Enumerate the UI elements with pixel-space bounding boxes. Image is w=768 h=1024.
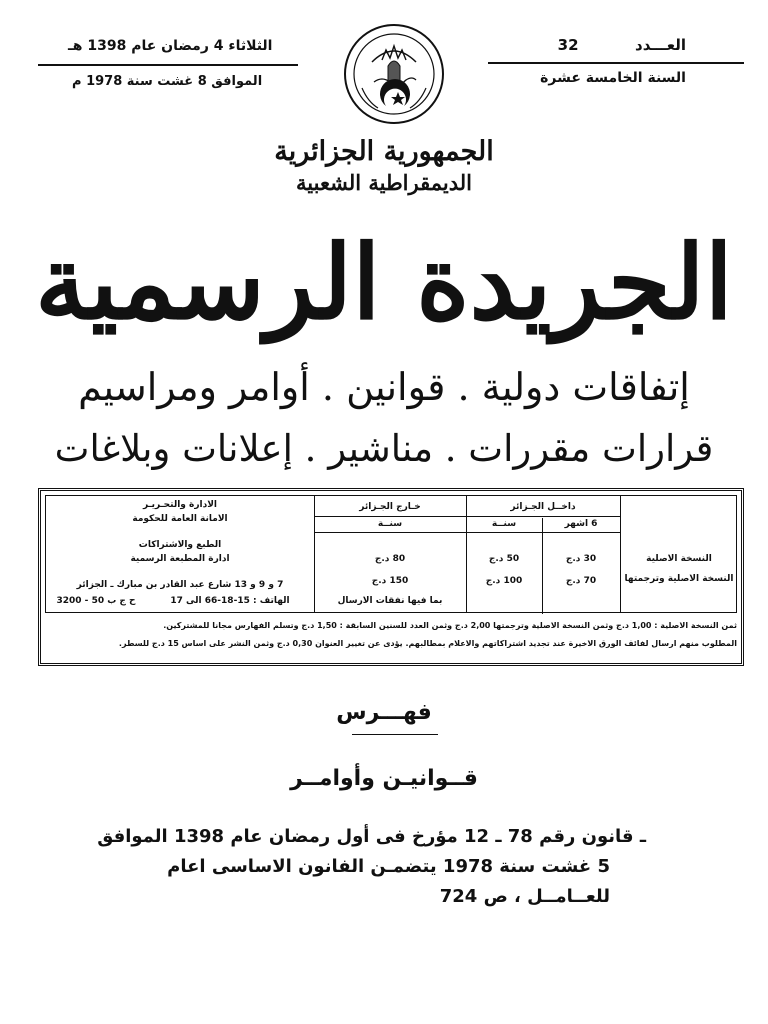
row-label-translation: النسخة الاصلية وترجمتها: [624, 574, 734, 584]
inside-6m-value-2: 70 د.ج: [565, 576, 597, 586]
admin-title: الادارة والتحـريـر: [142, 500, 218, 510]
toc-title: فهـــرس: [336, 700, 432, 725]
date-gregorian: الموافق 8 غشت سنة 1978 م: [72, 74, 263, 89]
tagline-line-2: قرارات مقررات . مناشير . إعلانات وبلاغات: [54, 427, 714, 470]
header-hline: [314, 516, 620, 517]
date-hijri: الثلاثاء 4 رمضان عام 1398 هـ: [68, 38, 273, 54]
masthead-title: الجريدة الرسمية: [34, 223, 733, 343]
section-title: قــوانيـن وأوامــر: [290, 766, 478, 791]
price-note-2: المطلوب منهم ارسال لفائف الورق الاخيرة عند تجديد اشتراكاتهم والاعلام بمطالبهم. يؤدى عن تغيير العنوان 0,30 د.ج وثمن النشر على اساس 15 د.ج للسطر.: [118, 639, 737, 648]
outside-year-value-1: 80 د.ج: [374, 554, 406, 564]
toc-title-underline: [352, 734, 438, 735]
issue-line: [558, 36, 686, 54]
admin-phone: الهاتف : 15-18-66 الى 17: [170, 596, 290, 606]
outside-shipping-note: بما فيها نفقات الارسال: [337, 596, 443, 606]
price-note-1: ثمن النسخة الاصلية : 1,00 د.ج وثمن النسخة الاصلية وترجمتها 2,00 د.ج وثمن العدد للسنين السابقة : 1,50 د.ج وتسلم الفهارس مجانا للمشتركين.: [163, 621, 737, 630]
republic-subtitle: الديمقراطية الشعبية: [296, 170, 472, 195]
inside-6m-header: 6 اشهر: [564, 519, 598, 529]
issue-label: العـــدد: [635, 36, 686, 54]
toc-entry-line-1[interactable]: ـ قانون رقم 78 ـ 12 مؤرخ فى أول رمضان عام 1398 الموافق: [97, 826, 646, 847]
subscription-box: [38, 488, 744, 666]
issue-number: 32: [557, 36, 579, 54]
subscription-table: [45, 495, 737, 613]
inside-year-value-2: 100 د.ج: [485, 576, 523, 586]
header-rule-right: [488, 62, 744, 64]
inside-year-value-1: 50 د.ج: [488, 554, 520, 564]
subheader-hline: [314, 532, 620, 533]
header-rule-left: [38, 64, 298, 66]
toc-entry-line-3[interactable]: للعــامــل ، ص 724: [439, 886, 610, 907]
tagline-line-1: إتفاقات دولية . قوانين . أوامر ومراسيم: [78, 365, 690, 409]
row-label-original: النسخة الاصلية: [646, 554, 712, 564]
outside-year-value-2: 150 د.ج: [371, 576, 409, 586]
year-label: السنة الخامسة عشرة: [540, 70, 686, 86]
admin-line-2: الطبع والاشتراكات: [138, 540, 222, 550]
admin-address: 7 و 9 و 13 شارع عبد القادر بن مبارك ـ الجزائر: [76, 580, 284, 590]
admin-line-3: ادارة المطبعة الرسمية: [130, 554, 230, 564]
outside-header: خـارج الجـزائر: [359, 502, 421, 512]
outside-year-header: سنــة: [377, 519, 403, 529]
inside-6m-value-1: 30 د.ج: [565, 554, 597, 564]
admin-ccp: ح ج ب 50 - 3200: [56, 596, 136, 606]
national-seal-icon: [342, 22, 446, 126]
inside-year-header: سنــة: [491, 519, 517, 529]
inside-header: داخــل الجـزائر: [510, 502, 576, 512]
admin-line-1: الامانة العامة للحكومة: [132, 514, 228, 524]
republic-name: الجمهورية الجزائرية: [274, 136, 494, 167]
toc-entry-line-2[interactable]: 5 غشت سنة 1978 يتضمـن الفانون الاساسى اعام: [167, 856, 610, 877]
